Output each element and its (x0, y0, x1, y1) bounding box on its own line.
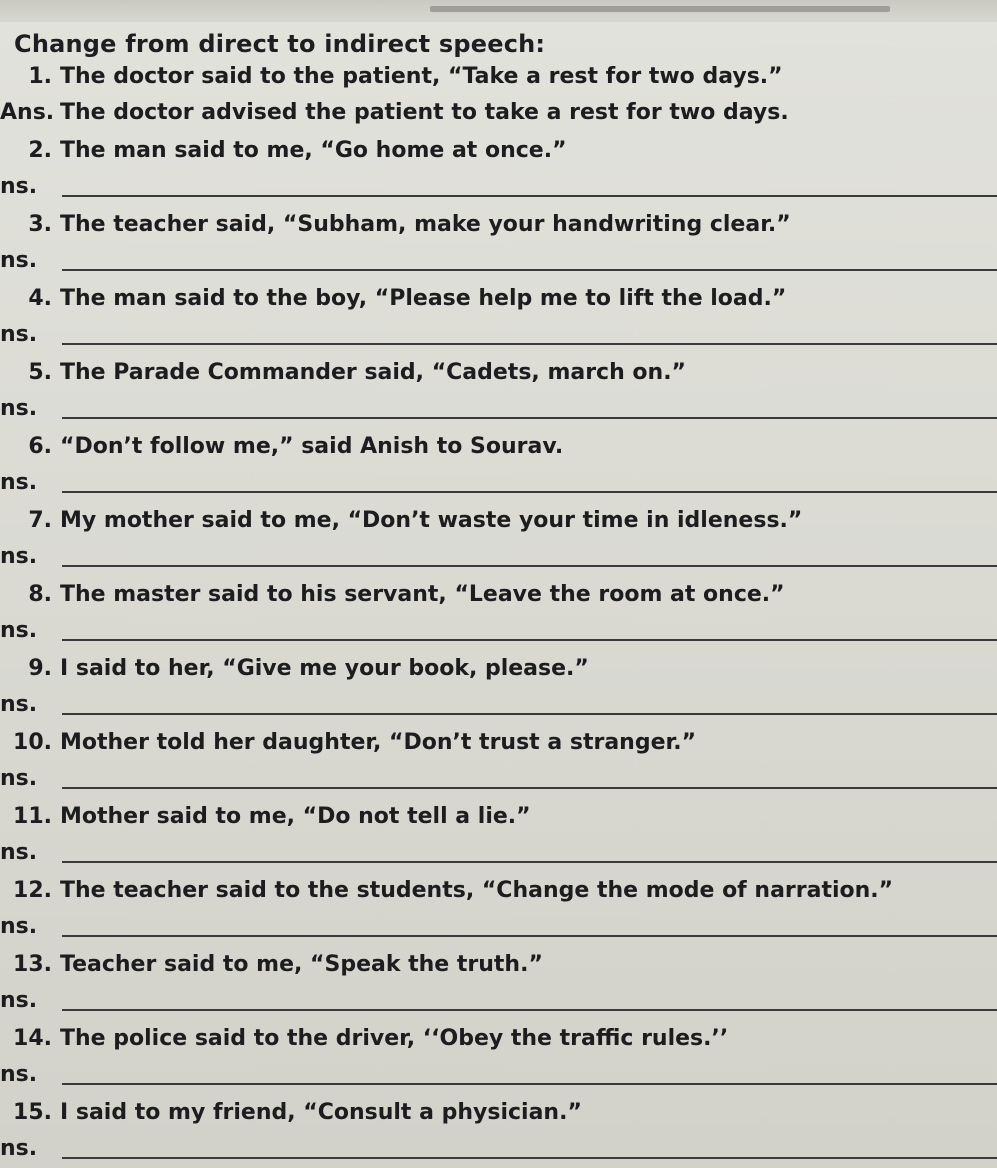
question-item (0, 208, 997, 242)
question-number: 7. (28, 508, 52, 533)
answer-label: ns. (0, 618, 38, 643)
answer-label: Ans. (0, 100, 55, 125)
answer-blank-line[interactable] (62, 195, 997, 197)
question-text: Mother said to me, “Do not tell a lie.” (60, 804, 531, 829)
question-number: 2. (28, 138, 52, 163)
answer-row (0, 318, 997, 352)
answer-row (0, 984, 997, 1018)
answer-blank-line[interactable] (62, 343, 997, 345)
question-number: 13. (13, 952, 52, 977)
answer-label: ns. (0, 766, 38, 791)
answer-label: ns. (0, 840, 38, 865)
answer-blank-line[interactable] (62, 935, 997, 937)
question-item (0, 874, 997, 908)
answer-label: ns. (0, 396, 38, 421)
question-item (0, 430, 997, 464)
question-text: I said to her, “Give me your book, please.” (60, 656, 589, 681)
question-item (0, 60, 997, 94)
question-text: The teacher said to the students, “Change the mode of narration.” (60, 878, 894, 903)
answer-row (0, 244, 997, 278)
answer-label: ns. (0, 988, 38, 1013)
question-item (0, 282, 997, 316)
answer-text: The doctor advised the patient to take a rest for two days. (60, 100, 789, 125)
question-item (0, 948, 997, 982)
answer-label: ns. (0, 1062, 38, 1087)
answer-blank-line[interactable] (62, 1157, 997, 1159)
question-item (0, 1096, 997, 1130)
question-text: I said to my friend, “Consult a physician.” (60, 1100, 582, 1125)
question-item (0, 134, 997, 168)
answer-row (0, 614, 997, 648)
answer-label: ns. (0, 174, 38, 199)
question-text: The man said to me, “Go home at once.” (60, 138, 567, 163)
question-text: The police said to the driver, ‘‘Obey the traffic rules.’’ (60, 1026, 729, 1051)
question-item (0, 800, 997, 834)
question-item (0, 356, 997, 390)
question-number: 4. (28, 286, 52, 311)
question-item (0, 1022, 997, 1056)
question-number: 11. (13, 804, 52, 829)
answer-label: ns. (0, 544, 38, 569)
question-number: 9. (28, 656, 52, 681)
question-text: The doctor said to the patient, “Take a rest for two days.” (60, 64, 783, 89)
answer-row (0, 1132, 997, 1166)
answer-blank-line[interactable] (62, 713, 997, 715)
question-item (0, 652, 997, 686)
question-text: The master said to his servant, “Leave the room at once.” (60, 582, 785, 607)
answer-label: ns. (0, 470, 38, 495)
answer-blank-line[interactable] (62, 861, 997, 863)
answer-blank-line[interactable] (62, 1009, 997, 1011)
answer-row (0, 688, 997, 722)
answer-blank-line[interactable] (62, 787, 997, 789)
answer-blank-line[interactable] (62, 639, 997, 641)
answer-row (0, 836, 997, 870)
answer-blank-line[interactable] (62, 565, 997, 567)
answer-row (0, 392, 997, 426)
question-text: Mother told her daughter, “Don’t trust a stranger.” (60, 730, 697, 755)
question-text: The man said to the boy, “Please help me to lift the load.” (60, 286, 787, 311)
question-text: My mother said to me, “Don’t waste your time in idleness.” (60, 508, 803, 533)
question-text: The Parade Commander said, “Cadets, march on.” (60, 360, 687, 385)
question-number: 14. (13, 1026, 52, 1051)
question-number: 6. (28, 434, 52, 459)
answer-blank-line[interactable] (62, 269, 997, 271)
answer-row (0, 910, 997, 944)
top-decorative-bar (430, 6, 890, 12)
answer-row (0, 762, 997, 796)
question-number: 15. (13, 1100, 52, 1125)
answer-row (0, 96, 997, 130)
question-text: “Don’t follow me,” said Anish to Sourav. (60, 434, 564, 459)
answer-blank-line[interactable] (62, 417, 997, 419)
answer-row (0, 466, 997, 500)
question-number: 1. (28, 64, 52, 89)
answer-label: ns. (0, 692, 38, 717)
exercise-heading: Change from direct to indirect speech: (14, 30, 546, 58)
answer-label: ns. (0, 1136, 38, 1161)
answer-label: ns. (0, 322, 38, 347)
question-number: 12. (13, 878, 52, 903)
answer-label: ns. (0, 914, 38, 939)
question-number: 10. (13, 730, 52, 755)
question-number: 3. (28, 212, 52, 237)
answer-row (0, 1058, 997, 1092)
answer-row (0, 540, 997, 574)
answer-blank-line[interactable] (62, 1083, 997, 1085)
answer-blank-line[interactable] (62, 491, 997, 493)
question-number: 5. (28, 360, 52, 385)
question-number: 8. (28, 582, 52, 607)
top-edge-strip (0, 0, 997, 22)
question-item (0, 726, 997, 760)
answer-row (0, 170, 997, 204)
question-item (0, 578, 997, 612)
question-item (0, 504, 997, 538)
answer-label: ns. (0, 248, 38, 273)
question-text: Teacher said to me, “Speak the truth.” (60, 952, 543, 977)
question-text: The teacher said, “Subham, make your handwriting clear.” (60, 212, 791, 237)
